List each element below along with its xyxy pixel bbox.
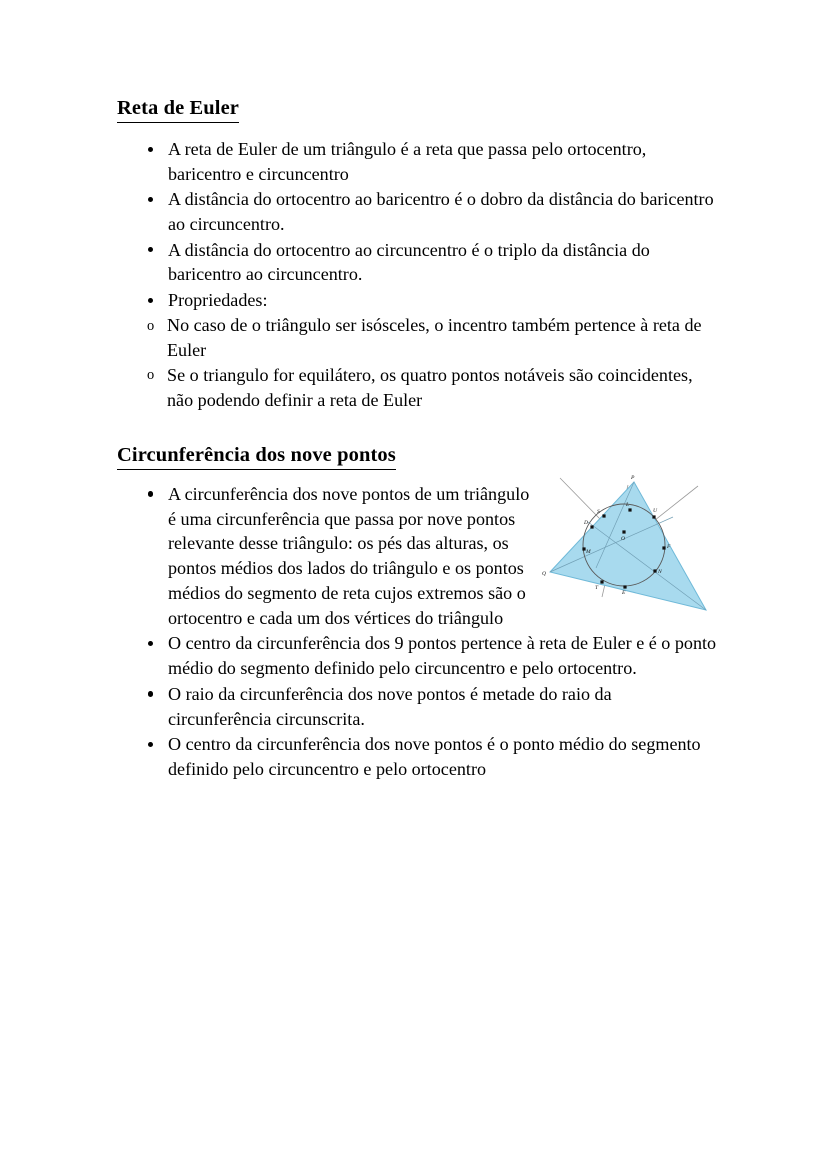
label-O: O	[621, 536, 626, 542]
list-item-text: No caso de o triângulo ser isósceles, o incentro também pertence à reta de Euler	[167, 315, 702, 360]
list-item	[117, 288, 717, 313]
list-item-text: O raio da circunferência dos nove pontos é metade do raio da circunferência circunscrita.	[168, 683, 612, 729]
list-item	[117, 313, 717, 363]
section-1-subbullet-wrap	[117, 313, 717, 413]
list-item	[117, 238, 717, 288]
list-item	[117, 631, 717, 681]
list-item	[117, 187, 717, 237]
bullet-circle-icon: o	[147, 367, 155, 384]
bullet-dot-icon	[148, 691, 153, 696]
section-1-subbullet-list	[117, 313, 717, 413]
page-title-circunferencia-dos-nove-pontos: Circunferência dos nove pontos	[117, 443, 396, 470]
bullet-dot-icon	[148, 247, 153, 252]
label-E: E	[622, 590, 626, 596]
label-P: P	[631, 475, 635, 481]
label-D: D	[584, 520, 589, 526]
label-S: S	[597, 509, 600, 515]
page-title-reta-de-euler: Reta de Euler	[117, 96, 239, 123]
label-T: T	[595, 585, 599, 591]
label-L: L	[626, 502, 630, 508]
label-U: U	[653, 508, 658, 514]
list-item-text: Propriedades:	[168, 289, 268, 310]
bullet-dot-icon	[148, 742, 153, 747]
list-item-text: O centro da circunferência dos 9 pontos pertence à reta de Euler e é o ponto médio do segmento definido pelo circuncentro e pelo ortocentro.	[168, 633, 717, 679]
list-item-text: O centro da circunferência dos nove pontos é o ponto médio do segmento definido pelo circuncentro e pelo ortocentro	[168, 733, 701, 779]
list-item-text: Se o triangulo for equilátero, os quatro pontos notáveis são coincidentes, não podendo definir a reta de Euler	[167, 364, 693, 410]
section-1-heading-wrap	[117, 96, 717, 123]
bullet-circle-icon: o	[147, 317, 155, 334]
section-1-bullet-list	[117, 137, 717, 313]
list-item	[117, 682, 717, 732]
document-content	[117, 96, 717, 782]
list-item-text: A reta de Euler de um triângulo é a reta que passa pelo ortocentro, baricentro e circuncentro	[168, 139, 647, 184]
list-item-text: A distância do ortocentro ao baricentro é o dobro da distância do baricentro ao circuncentro.	[168, 189, 714, 235]
list-item-text: A distância do ortocentro ao circuncentro é o triplo da distância do baricentro ao circuncentro.	[168, 239, 650, 285]
list-item	[117, 482, 540, 631]
list-item	[117, 137, 717, 187]
bullet-dot-icon	[148, 641, 153, 646]
label-M: M	[586, 549, 591, 555]
bullet-dot-icon	[148, 298, 153, 303]
section-2-heading-wrap	[117, 443, 717, 470]
list-item	[117, 732, 717, 782]
label-Q: Q	[542, 571, 547, 577]
bullet-dot-icon	[148, 197, 153, 202]
bullet-dot-icon	[148, 147, 153, 152]
list-item	[117, 363, 717, 413]
nine-point-circle-figure	[540, 470, 720, 620]
label-N: N	[658, 569, 662, 575]
list-item-text: A circunferência dos nove pontos de um triângulo é uma circunferência que passa por nove pontos relevante desse triângulo: os pés das alturas, os pontos médios dos lados do triângulo e os pontos médios do segmento de reta cujos extremos são o ortocentro e cada um dos vértices do triângulo	[168, 483, 530, 628]
label-F: F	[667, 544, 671, 550]
bullet-dot-icon	[148, 491, 153, 496]
